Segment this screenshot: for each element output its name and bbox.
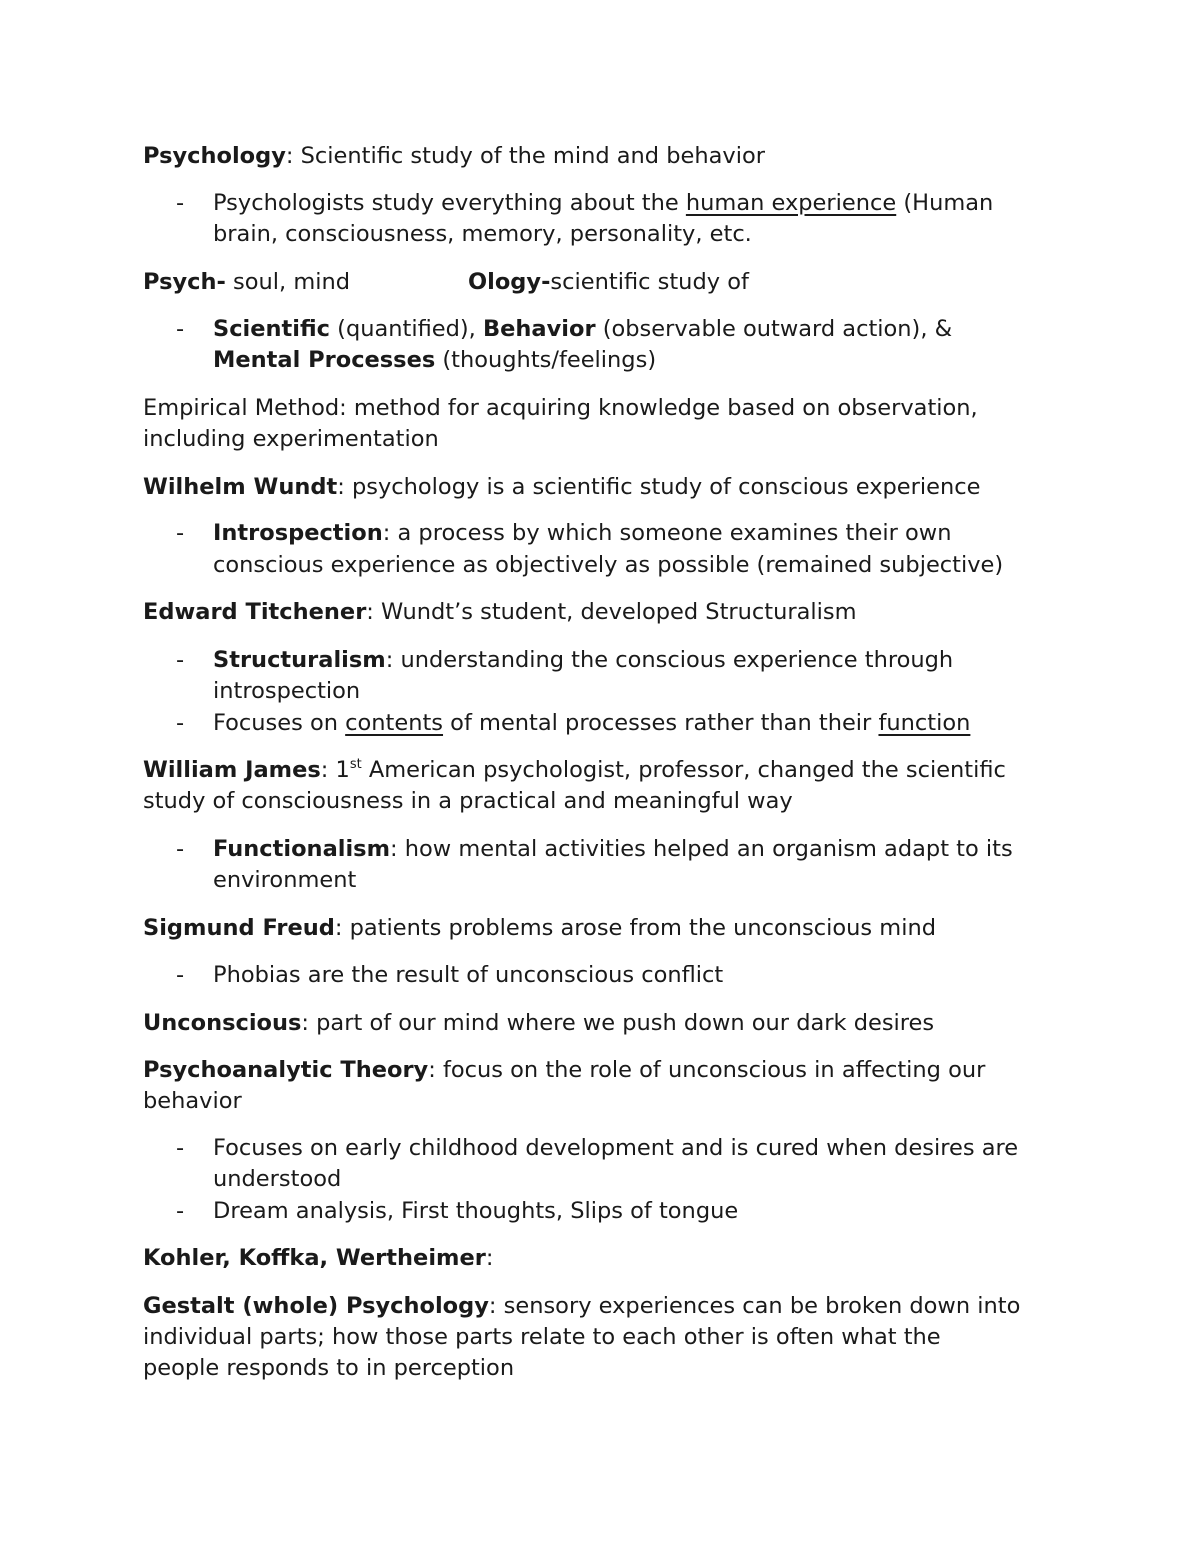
bullet-text-cont: conscious experience as objectively as possible (remained subjective) bbox=[213, 552, 1004, 578]
empirical-method-cont: including experimentation bbox=[143, 426, 439, 452]
james-definition: William James: 1st American psychologist, professor, changed the scientific bbox=[143, 757, 1006, 783]
term: Psychology bbox=[143, 143, 286, 169]
gestalt-definition-cont: individual parts; how those parts relate to each other is often what the bbox=[143, 1324, 941, 1350]
bullet-dash: - bbox=[176, 316, 185, 342]
psychoanalytic-definition: Psychoanalytic Theory: focus on the role of unconscious in affecting our bbox=[143, 1057, 986, 1083]
bullet-text: Focuses on contents of mental processes rather than their function bbox=[213, 710, 971, 736]
bullet-dash: - bbox=[176, 710, 185, 736]
psychoanalytic-definition-cont: behavior bbox=[143, 1088, 242, 1114]
ology-root: Ology-scientific study of bbox=[468, 269, 749, 295]
bullet-dash: - bbox=[176, 962, 185, 988]
bullet-text-cont: introspection bbox=[213, 678, 361, 704]
gestalt-definition-cont: people responds to in perception bbox=[143, 1355, 515, 1381]
psychology-definition: Psychology: Scientific study of the mind and behavior bbox=[143, 143, 766, 169]
bullet-text: Psychologists study everything about the human experience (Human bbox=[213, 190, 994, 216]
bullet-text-cont: Mental Processes (thoughts/feelings) bbox=[213, 347, 657, 373]
freud-definition: Sigmund Freud: patients problems arose from the unconscious mind bbox=[143, 915, 936, 941]
bullet-text-cont: understood bbox=[213, 1166, 342, 1192]
bullet-text: Structuralism: understanding the conscious experience through bbox=[213, 647, 954, 673]
bullet-dash: - bbox=[176, 836, 185, 862]
wundt-definition: Wilhelm Wundt: psychology is a scientific study of conscious experience bbox=[143, 474, 981, 500]
bullet-dash: - bbox=[176, 520, 185, 546]
empirical-method: Empirical Method: method for acquiring knowledge based on observation, bbox=[143, 395, 978, 421]
gestalt-definition: Gestalt (whole) Psychology: sensory experiences can be broken down into bbox=[143, 1293, 1021, 1319]
bullet-text: Phobias are the result of unconscious conflict bbox=[213, 962, 724, 988]
bullet-dash: - bbox=[176, 647, 185, 673]
titchener-definition: Edward Titchener: Wundt’s student, developed Structuralism bbox=[143, 599, 857, 625]
bullet-dash: - bbox=[176, 1135, 185, 1161]
kohler-heading: Kohler, Koffka, Wertheimer: bbox=[143, 1245, 494, 1271]
bullet-text: Introspection: a process by which someone examines their own bbox=[213, 520, 952, 546]
bullet-text-cont: environment bbox=[213, 867, 357, 893]
bullet-text: Scientific (quantified), Behavior (observable outward action), & bbox=[213, 316, 953, 342]
bullet-dash: - bbox=[176, 190, 185, 216]
bullet-text: Functionalism: how mental activities helped an organism adapt to its bbox=[213, 836, 1013, 862]
bullet-text: Dream analysis, First thoughts, Slips of tongue bbox=[213, 1198, 739, 1224]
unconscious-definition: Unconscious: part of our mind where we push down our dark desires bbox=[143, 1010, 935, 1036]
bullet-text: Focuses on early childhood development and is cured when desires are bbox=[213, 1135, 1019, 1161]
james-definition-cont: study of consciousness in a practical and meaningful way bbox=[143, 788, 793, 814]
bullet-dash: - bbox=[176, 1198, 185, 1224]
psych-root: Psych- soul, mind bbox=[143, 269, 351, 295]
bullet-text-cont: brain, consciousness, memory, personality, etc. bbox=[213, 221, 752, 247]
